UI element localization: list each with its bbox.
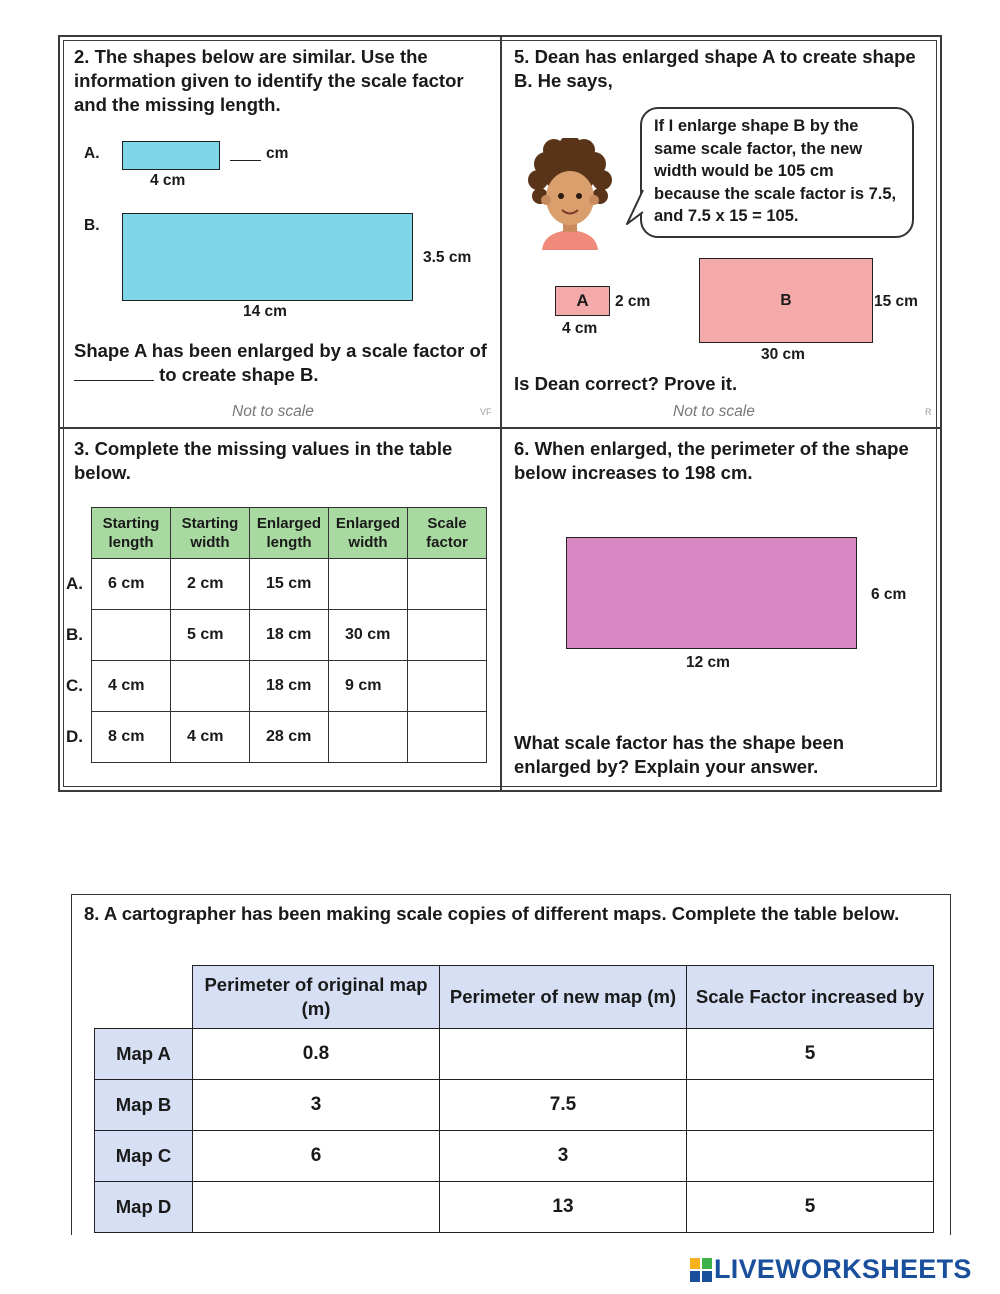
- q3-cell: 4 cm: [92, 661, 171, 712]
- q8-cell: 5: [687, 1029, 934, 1080]
- q8-answer-cell[interactable]: [687, 1131, 934, 1182]
- q6-question: What scale factor has the shape been enlarged by? Explain your answer.: [514, 732, 845, 777]
- q2-shape-b-label: B.: [84, 217, 100, 234]
- brand-icon: [690, 1258, 712, 1282]
- q8-header-row: [95, 966, 934, 1029]
- q8-answer-cell[interactable]: [193, 1182, 440, 1233]
- q3-answer-cell[interactable]: [408, 661, 487, 712]
- left-ear: [541, 195, 551, 205]
- table-row: [95, 1131, 934, 1182]
- q3-answer-cell[interactable]: [408, 559, 487, 610]
- q3-prompt: 3. Complete the missing values in the table below.: [74, 438, 453, 483]
- q8-cell: 13: [440, 1182, 687, 1233]
- q8-row-label: Map B: [95, 1080, 193, 1131]
- q8-row-label: Map D: [95, 1182, 193, 1233]
- table-row: [95, 1182, 934, 1233]
- q6-shape-width: 12 cm: [686, 654, 730, 671]
- q3-answer-cell[interactable]: [329, 559, 408, 610]
- q3-header-enlarged-width: Enlarged width: [329, 508, 408, 559]
- q5-shape-b-label: B: [780, 291, 792, 309]
- q3-answer-cell[interactable]: [329, 712, 408, 763]
- q8-header-scale-factor: Scale Factor increased by: [687, 966, 934, 1029]
- q3-answer-cell[interactable]: [171, 661, 250, 712]
- q8-cell: 3: [440, 1131, 687, 1182]
- q3-cell: 30 cm: [329, 610, 408, 661]
- q3-answer-cell[interactable]: [92, 610, 171, 661]
- brand-name: LIVEWORKSHEETS: [714, 1254, 972, 1284]
- q2-shape-a-missing-blank[interactable]: [230, 160, 261, 161]
- q5-not-to-scale: Not to scale: [673, 403, 755, 420]
- q3-header-starting-length: Starting length: [92, 508, 171, 559]
- q3-row-label: D.: [66, 727, 83, 746]
- avatar: [524, 138, 616, 250]
- q3-header-corner: [66, 508, 92, 559]
- q2-answer-suffix: to create shape B.: [159, 364, 319, 385]
- q3-header-enlarged-length: Enlarged length: [250, 508, 329, 559]
- q2-shape-a: [122, 141, 220, 170]
- shirt: [542, 230, 598, 250]
- q2-shape-b: [122, 213, 413, 301]
- q6-shape: [566, 537, 857, 649]
- table-row: [66, 661, 487, 712]
- q8-row-label: Map A: [95, 1029, 193, 1080]
- q3-header-scale-factor: Scale factor: [408, 508, 487, 559]
- speech-text: If I enlarge shape B by the same scale factor, the new width would be 105 cm because the scale factor is 7.5, and 7.5 x 15 = 105.: [654, 117, 897, 225]
- q2-shape-a-label: A.: [84, 145, 100, 162]
- q2-not-to-scale: Not to scale: [232, 403, 314, 420]
- face: [546, 171, 594, 225]
- q2-tag: VF: [480, 407, 492, 417]
- q3-cell: 28 cm: [250, 712, 329, 763]
- q8-answer-cell[interactable]: [687, 1080, 934, 1131]
- q2-shape-b-height: 3.5 cm: [423, 249, 472, 266]
- q8-cell: 0.8: [193, 1029, 440, 1080]
- q3-row-label: A.: [66, 574, 83, 593]
- q5-shape-b-width: 30 cm: [761, 346, 805, 363]
- q6-prompt: 6. When enlarged, the perimeter of the shape below increases to 198 cm.: [514, 438, 909, 483]
- table-row: [95, 1080, 934, 1131]
- right-ear: [589, 195, 599, 205]
- q3-row-label: B.: [66, 625, 83, 644]
- grid-horizontal-divider: [58, 427, 942, 429]
- q5-tag: R: [925, 407, 932, 417]
- q2-prompt: 2. The shapes below are similar. Use the information given to identify the scale factor and the missing length.: [74, 46, 464, 115]
- q3-table: [66, 507, 487, 763]
- left-eye: [558, 193, 564, 199]
- q5-shape-a: [555, 286, 610, 316]
- q8-row-label: Map C: [95, 1131, 193, 1182]
- q3-answer-cell[interactable]: [408, 712, 487, 763]
- q3-cell: 6 cm: [92, 559, 171, 610]
- q6-shape-height: 6 cm: [871, 586, 907, 603]
- q3-cell: 4 cm: [171, 712, 250, 763]
- q3-cell: 2 cm: [171, 559, 250, 610]
- q8-cell: 7.5: [440, 1080, 687, 1131]
- q5-question: Is Dean correct? Prove it.: [514, 373, 738, 394]
- speech-bubble-tail: [624, 188, 646, 228]
- q3-header-starting-width: Starting width: [171, 508, 250, 559]
- q2-answer-prefix: Shape A has been enlarged by a scale factor of: [74, 340, 487, 361]
- brand-logo[interactable]: [690, 1254, 972, 1285]
- q8-header-original-perimeter: Perimeter of original map (m): [193, 966, 440, 1029]
- q8-cell: 3: [193, 1080, 440, 1131]
- q5-shape-a-width: 4 cm: [562, 320, 598, 337]
- q3-cell: 15 cm: [250, 559, 329, 610]
- q5-shape-a-height: 2 cm: [615, 293, 651, 310]
- q3-cell: 8 cm: [92, 712, 171, 763]
- q3-cell: 5 cm: [171, 610, 250, 661]
- q3-cell: 9 cm: [329, 661, 408, 712]
- table-row: [66, 712, 487, 763]
- q3-header-row: [66, 508, 487, 559]
- q8-header-corner: [95, 966, 193, 1029]
- q2-shape-a-missing-unit: cm: [266, 145, 289, 162]
- table-row: [95, 1029, 934, 1080]
- q3-cell: 18 cm: [250, 610, 329, 661]
- q8-table: [94, 965, 934, 1233]
- speech-bubble: [640, 107, 914, 238]
- grid-vertical-divider: [500, 35, 502, 792]
- q8-cell: 5: [687, 1182, 934, 1233]
- table-row: [66, 610, 487, 661]
- q3-cell: 18 cm: [250, 661, 329, 712]
- right-eye: [576, 193, 582, 199]
- table-row: [66, 559, 487, 610]
- q3-row-label: C.: [66, 676, 83, 695]
- q8-prompt: 8. A cartographer has been making scale copies of different maps. Complete the table below.: [84, 903, 900, 924]
- q8-header-new-perimeter: Perimeter of new map (m): [440, 966, 687, 1029]
- q5-prompt: 5. Dean has enlarged shape A to create shape B. He says,: [514, 46, 916, 91]
- q2-answer-blank[interactable]: [74, 380, 154, 381]
- q2-shape-a-width: 4 cm: [150, 172, 186, 189]
- q5-shape-b: [699, 258, 873, 343]
- q3-answer-cell[interactable]: [408, 610, 487, 661]
- q8-cell: 6: [193, 1131, 440, 1182]
- q5-shape-a-label: A: [576, 291, 589, 310]
- q8-answer-cell[interactable]: [440, 1029, 687, 1080]
- q5-shape-b-height: 15 cm: [874, 293, 918, 310]
- q2-shape-b-width: 14 cm: [243, 303, 287, 320]
- q2-answer-line1: [74, 339, 494, 387]
